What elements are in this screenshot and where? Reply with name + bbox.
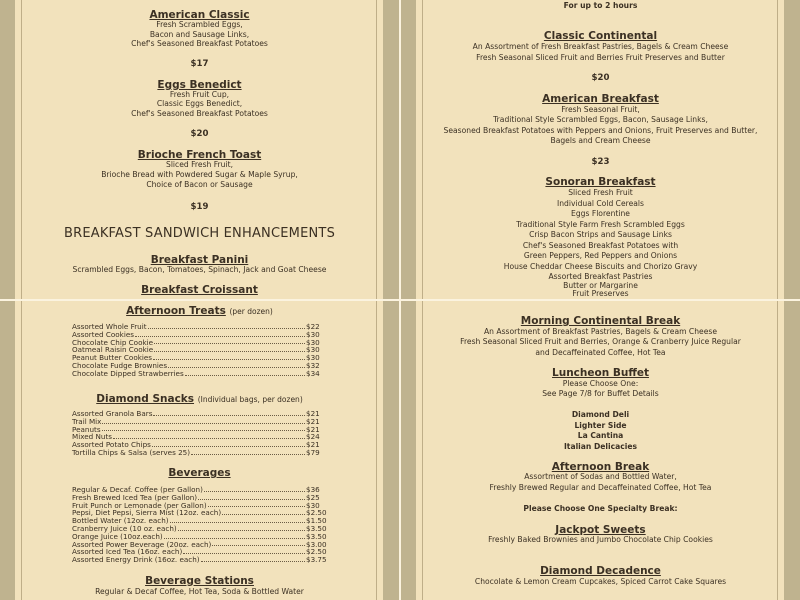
leader-dots bbox=[153, 410, 305, 416]
item-title: Jackpot Sweets bbox=[555, 524, 646, 536]
item-price: $3.50 bbox=[306, 523, 327, 533]
leader-dots bbox=[113, 433, 305, 439]
item-price: $21 bbox=[306, 409, 320, 418]
leader-dots bbox=[102, 418, 305, 424]
item-desc: Brioche Bread with Powdered Sugar & Maple Syrup, bbox=[101, 170, 298, 179]
item-desc: Freshly Brewed Regular and Decaffeinated Coffee, Hot Tea bbox=[489, 483, 712, 492]
item-desc: and Decaffeinated Coffee, Hot Tea bbox=[535, 348, 666, 357]
item-name: Chocolate Chip Cookie bbox=[72, 337, 154, 347]
item-desc: Chef's Seasoned Breakfast Potatoes bbox=[131, 39, 268, 48]
item-price: $23 bbox=[591, 157, 610, 167]
leader-dots bbox=[198, 494, 305, 500]
item-title: Morning Continental Break bbox=[520, 315, 681, 327]
item-desc: Eggs Florentine bbox=[571, 209, 630, 218]
item-desc: Please Choose One: bbox=[562, 379, 639, 388]
item-name: Assorted Cookies bbox=[72, 329, 134, 339]
price-list-row bbox=[72, 449, 328, 457]
section-title: Beverage Stations bbox=[145, 575, 254, 587]
item-title: Classic Continental bbox=[543, 30, 658, 42]
price-list-row bbox=[72, 410, 328, 418]
leader-dots bbox=[170, 517, 305, 523]
buffet-option: Italian Delicacies bbox=[563, 442, 638, 451]
item-name: Fresh Brewed Iced Tea (per Gallon) bbox=[72, 492, 198, 502]
item-desc: Green Peppers, Red Peppers and Onions bbox=[523, 251, 678, 260]
item-desc: Fresh Seasonal Sliced Fruit and Berries, Orange & Cranberry Juice Regular bbox=[460, 337, 741, 346]
beverages-list bbox=[72, 486, 328, 564]
item-price: $3.00 bbox=[306, 539, 327, 549]
item-price: $17 bbox=[190, 59, 209, 69]
item-desc: Sliced Fresh Fruit bbox=[568, 188, 633, 197]
item-name: Mixed Nuts bbox=[72, 432, 112, 442]
item-name: Assorted Granola Bars bbox=[72, 409, 153, 418]
item-desc: Assortment of Sodas and Bottled Water, bbox=[524, 472, 677, 481]
item-desc: House Cheddar Cheese Biscuits and Chorizo Gravy bbox=[503, 262, 698, 271]
specialty-note: Please Choose One Specialty Break: bbox=[523, 504, 678, 513]
item-desc: Crisp Bacon Strips and Sausage Links bbox=[529, 230, 672, 239]
item-name: Chocolate Fudge Brownies bbox=[72, 360, 168, 370]
item-desc: Assorted Breakfast Pastries bbox=[548, 272, 653, 281]
item-name: Assorted Energy Drink (16oz. each) bbox=[72, 555, 200, 565]
item-price: $19 bbox=[190, 202, 209, 212]
buffet-option: Lighter Side bbox=[574, 421, 627, 430]
leader-dots bbox=[152, 441, 305, 447]
leader-dots bbox=[212, 541, 305, 547]
item-desc: Fruit Preserves bbox=[572, 289, 629, 298]
item-desc: Chef's Seasoned Breakfast Potatoes with bbox=[522, 241, 679, 250]
leader-dots bbox=[185, 370, 305, 376]
leader-dots bbox=[183, 548, 305, 554]
section-title: Beverages bbox=[168, 467, 231, 479]
item-name: Chocolate Dipped Strawberries bbox=[72, 368, 184, 378]
snacks-list bbox=[72, 410, 328, 457]
item-name: Cranberry Juice (10 oz. each) bbox=[72, 523, 177, 533]
item-desc: Freshly Baked Brownies and Jumbo Chocolate Chip Cookies bbox=[488, 535, 713, 544]
price-list-row bbox=[72, 556, 328, 564]
item-price: $1.50 bbox=[306, 516, 327, 526]
item-desc: Choice of Bacon or Sausage bbox=[146, 180, 253, 189]
item-price: $79 bbox=[306, 447, 320, 457]
item-desc: Fresh Fruit Cup, bbox=[169, 90, 230, 99]
menu-paper bbox=[416, 0, 784, 299]
leader-dots bbox=[201, 556, 305, 562]
item-price: $21 bbox=[306, 424, 320, 434]
item-price: $21 bbox=[306, 440, 320, 450]
item-title: Luncheon Buffet bbox=[552, 367, 649, 379]
leader-dots bbox=[102, 426, 305, 432]
breakfast-menu-page bbox=[0, 0, 399, 299]
leader-dots bbox=[168, 362, 305, 368]
item-desc: Butter or Margarine bbox=[563, 281, 638, 290]
leader-dots bbox=[154, 339, 305, 345]
item-name: Regular & Decaf. Coffee (per Gallon) bbox=[72, 485, 203, 494]
item-title: Diamond Decadence bbox=[540, 565, 661, 577]
item-desc: Fresh Seasonal Sliced Fruit and Berries Fruit Preserves and Butter bbox=[476, 53, 725, 62]
item-price: $2.50 bbox=[306, 547, 327, 557]
item-name: Oatmeal Raisin Cookie bbox=[72, 345, 154, 355]
item-price: $30 bbox=[306, 353, 320, 363]
item-desc: Bacon and Sausage Links, bbox=[149, 30, 250, 39]
item-title: American Breakfast bbox=[542, 93, 659, 105]
item-price: $30 bbox=[306, 345, 320, 355]
breaks-menu-page bbox=[401, 301, 800, 600]
leader-dots bbox=[153, 354, 305, 360]
item-price: $30 bbox=[306, 337, 320, 347]
item-name: Fruit Punch or Lemonade (per Gallon) bbox=[72, 500, 207, 510]
buffet-menu-page bbox=[401, 0, 800, 299]
section-heading: BREAKFAST SANDWICH ENHANCEMENTS bbox=[63, 226, 336, 241]
item-price: $24 bbox=[306, 432, 320, 442]
leader-dots bbox=[164, 533, 305, 539]
item-price: $32 bbox=[306, 360, 320, 370]
item-title: Afternoon Break bbox=[551, 461, 650, 473]
item-desc: Traditional Style Farm Fresh Scrambled Eggs bbox=[516, 220, 685, 229]
item-desc: Classic Eggs Benedict, bbox=[156, 99, 243, 108]
leader-dots bbox=[154, 346, 305, 352]
item-price: $20 bbox=[190, 129, 209, 139]
item-title: Eggs Benedict bbox=[157, 79, 242, 91]
item-price: $20 bbox=[591, 73, 610, 83]
treats-list bbox=[72, 323, 328, 378]
leader-dots bbox=[222, 509, 305, 515]
menu-paper bbox=[15, 301, 383, 600]
item-desc: Bagels and Cream Cheese bbox=[550, 136, 651, 145]
item-title: Brioche French Toast bbox=[137, 149, 262, 161]
buffet-option: La Cantina bbox=[577, 431, 624, 440]
item-desc: Scrambled Eggs, Bacon, Tomatoes, Spinach, Jack and Goat Cheese bbox=[72, 265, 327, 274]
item-desc: An Assortment of Fresh Breakfast Pastries, Bagels & Cream Cheese bbox=[472, 42, 729, 51]
item-name: Bottled Water (12oz. each) bbox=[72, 516, 169, 526]
item-desc: Chef's Seasoned Breakfast Potatoes bbox=[131, 109, 268, 118]
item-desc: Seasoned Breakfast Potatoes with Peppers and Onions, Fruit Preserves and Butter, bbox=[443, 126, 758, 135]
leader-dots bbox=[178, 525, 305, 531]
item-name: Peanuts bbox=[72, 424, 101, 434]
item-desc: Sliced Fresh Fruit, bbox=[166, 160, 233, 169]
item-price: $25 bbox=[306, 492, 320, 502]
item-title: American Classic bbox=[149, 9, 250, 21]
leader-dots bbox=[204, 486, 305, 492]
item-price: $2.50 bbox=[306, 508, 327, 518]
item-price: $3.50 bbox=[306, 531, 327, 541]
section-title: Diamond Snacks (Individual bags, per dozen) bbox=[96, 393, 303, 405]
item-desc: Individual Cold Cereals bbox=[556, 199, 644, 208]
price-list-row bbox=[72, 370, 328, 378]
section-title: Afternoon Treats (per dozen) bbox=[126, 305, 273, 317]
item-desc: Regular & Decaf Coffee, Hot Tea, Soda & Bottled Water bbox=[95, 587, 304, 596]
buffet-option: Diamond Deli bbox=[571, 410, 630, 419]
item-name: Peanut Butter Cookies bbox=[72, 353, 153, 363]
item-desc: Fresh Scrambled Eggs, bbox=[156, 20, 243, 29]
item-name: Assorted Power Beverage (20oz. each) bbox=[72, 539, 212, 549]
item-title: Breakfast Panini bbox=[150, 254, 249, 266]
leader-dots bbox=[191, 449, 305, 455]
item-desc: Chocolate & Lemon Cream Cupcakes, Spiced Carrot Cake Squares bbox=[474, 577, 727, 586]
leader-dots bbox=[148, 323, 305, 329]
price-list-row bbox=[72, 418, 328, 426]
item-name: Assorted Iced Tea (16oz. each) bbox=[72, 547, 183, 557]
item-price: $3.75 bbox=[306, 555, 327, 565]
item-price: $30 bbox=[306, 329, 320, 339]
item-desc: Fresh Seasonal Fruit, bbox=[561, 105, 640, 114]
item-price: $22 bbox=[306, 322, 320, 331]
menu-paper bbox=[15, 0, 383, 299]
alacarte-menu-page bbox=[0, 301, 399, 600]
leader-dots bbox=[135, 331, 305, 337]
item-desc: See Page 7/8 for Buffet Details bbox=[542, 389, 659, 398]
item-price: $21 bbox=[306, 416, 320, 426]
item-price: $34 bbox=[306, 368, 320, 378]
menu-paper bbox=[416, 301, 784, 600]
item-name: Orange Juice (10oz.each) bbox=[72, 531, 163, 541]
item-name: Trail Mix bbox=[72, 416, 102, 426]
item-name: Pepsi, Diet Pepsi, Sierra Mist (12oz. each) bbox=[72, 508, 222, 518]
item-price: $36 bbox=[306, 485, 320, 494]
item-name: Tortilla Chips & Salsa (serves 25) bbox=[72, 447, 191, 457]
item-name: Assorted Potato Chips bbox=[72, 440, 151, 450]
item-title: Sonoran Breakfast bbox=[545, 176, 656, 188]
item-price: $30 bbox=[306, 500, 320, 510]
item-desc: An Assortment of Breakfast Pastries, Bagels & Cream Cheese bbox=[483, 327, 717, 336]
item-name: Assorted Whole Fruit bbox=[72, 322, 147, 331]
duration-note: For up to 2 hours bbox=[563, 1, 638, 10]
item-desc: Traditional Style Scrambled Eggs, Bacon, Sausage Links, bbox=[493, 115, 708, 124]
leader-dots bbox=[208, 502, 305, 508]
item-title: Breakfast Croissant bbox=[141, 284, 258, 296]
